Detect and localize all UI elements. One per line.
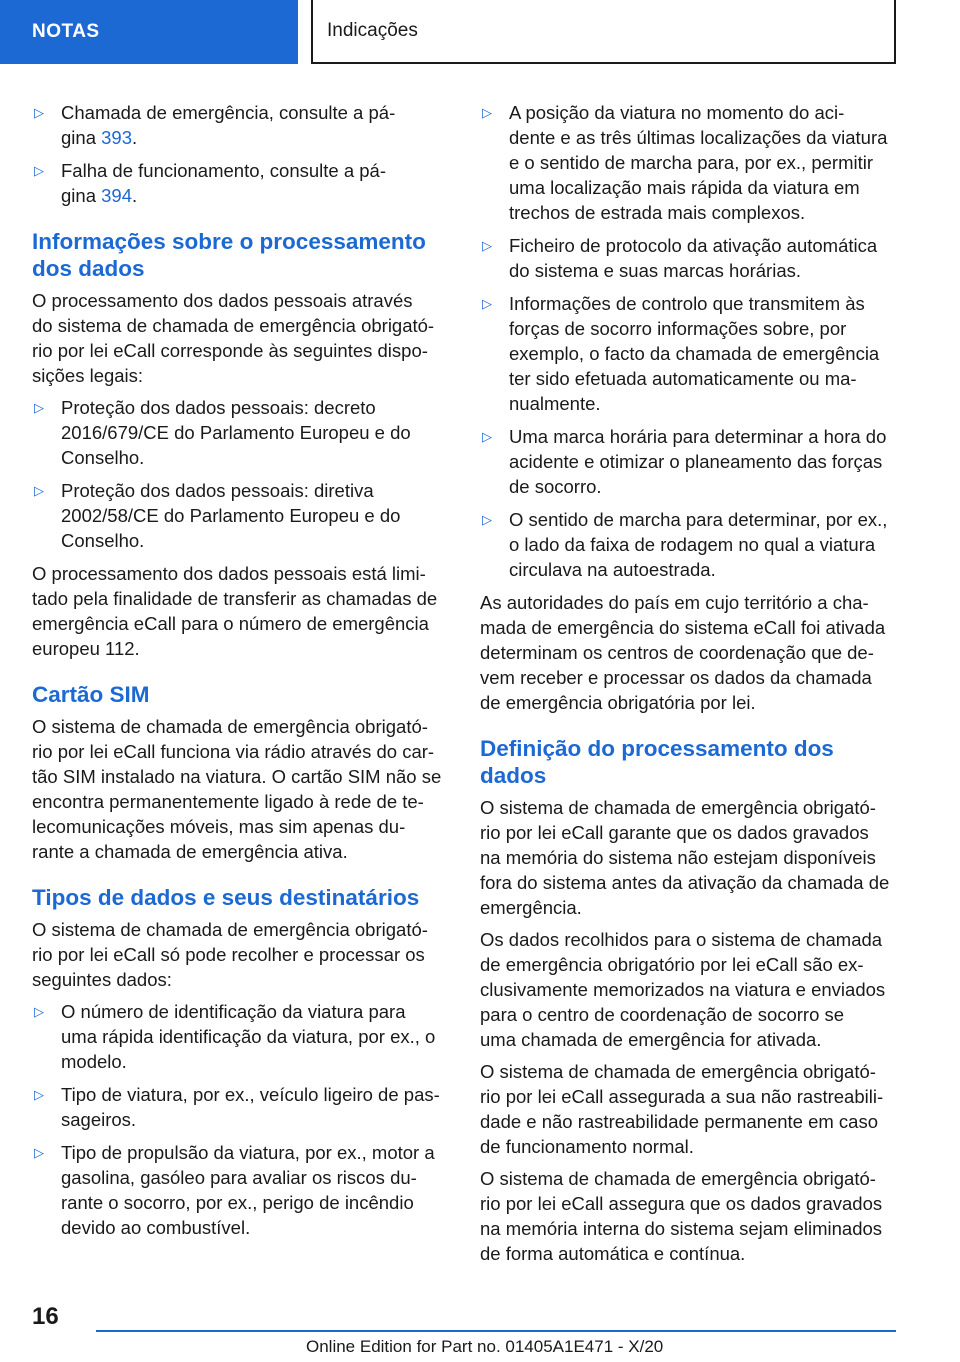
triangle-bullet-icon: ▷ [34,163,44,178]
list-item: ▷ A posição da viatura no momento do aci- dente e as três últimas localizações da viatura e o sentido de marcha para, por ex., permitir uma localização mais rápida da viatura em trechos de estrada mais complexos. [482,102,888,223]
triangle-bullet-icon: ▷ [482,429,492,444]
section-heading-data-processing-info: Informações sobre o processamento dos dados [32,229,426,281]
list-item: ▷ Falha de funcionamento, consulte a pá- gina 394. [34,160,386,206]
section-heading-processing-definition: Definição do processamento dos dados [480,736,834,788]
triangle-bullet-icon: ▷ [34,1145,44,1160]
list-item: ▷ O sentido de marcha para determinar, por ex., o lado da faixa de rodagem no qual a viatura circulava na autoestrada. [482,509,888,580]
list-item: ▷ Tipo de propulsão da viatura, por ex., motor a gasolina, gasóleo para avaliar os riscos du- rante o socorro, por ex., perigo de incêndio devido ao combustível. [34,1142,435,1238]
list-item: ▷ Chamada de emergência, consulte a pá- gina 393. [34,102,396,148]
paragraph: As autoridades do país em cujo território a cha- mada de emergência do sistema eCall foi ativada determinam os centros de coordenação que de- vem receber e processar os dados da chamada de emergência obrigatória por lei. [480,592,886,713]
page-number: 16 [32,1303,59,1330]
triangle-bullet-icon: ▷ [34,400,44,415]
paragraph: O sistema de chamada de emergência obrigató- rio por lei eCall funciona via rádio através do car- tão SIM instalado na viatura. O cartão SIM não se encontra permanentemente ligado à rede de te- lecomunicações móveis, mas sim apenas du- rante a chamada de emergência ativa. [32,716,442,862]
section-heading-sim-card: Cartão SIM [32,682,150,707]
triangle-bullet-icon: ▷ [482,512,492,527]
list-item: ▷ O número de identificação da viatura para uma rápida identificação da viatura, por ex., o modelo. [34,1001,436,1072]
page-link-394[interactable]: 394 [101,185,132,206]
triangle-bullet-icon: ▷ [34,1087,44,1102]
list-item: ▷ Proteção dos dados pessoais: decreto 2016/679/CE do Parlamento Europeu e do Conselho. [34,397,411,468]
paragraph: O sistema de chamada de emergência obrigató- rio por lei eCall assegurada a sua não rastreabili- dade e não rastreabilidade permanente em caso de funcionamento normal. [480,1061,884,1157]
footer-divider [96,1330,896,1332]
list-item: ▷ Ficheiro de protocolo da ativação automática do sistema e suas marcas horárias. [482,235,878,281]
footer-edition: Online Edition for Part no. 01405A1E471 - X/20 [306,1337,664,1356]
list-item: ▷ Uma marca horária para determinar a hora do acidente e otimizar o planeamento das forças de socorro. [482,426,887,497]
triangle-bullet-icon: ▷ [482,296,492,311]
triangle-bullet-icon: ▷ [482,238,492,253]
list-item: ▷ Tipo de viatura, por ex., veículo ligeiro de pas- sageiros. [34,1084,440,1130]
triangle-bullet-icon: ▷ [34,105,44,120]
paragraph: O processamento dos dados pessoais está limi- tado pela finalidade de transferir as chamadas de emergência eCall para o número de emergência europeu 112. [32,563,438,659]
left-column [32,100,450,1248]
section-tab-notas: NOTAS [0,0,298,64]
triangle-bullet-icon: ▷ [34,483,44,498]
paragraph: O processamento dos dados pessoais através do sistema de chamada de emergência obrigató- rio por lei eCall corresponde às seguintes dispo- sições legais: [32,290,435,386]
triangle-bullet-icon: ▷ [482,105,492,120]
paragraph: O sistema de chamada de emergência obrigató- rio por lei eCall garante que os dados gravados na memória do sistema não estejam disponíveis fora do sistema antes da ativação da chamada de emergência. [480,797,890,918]
paragraph: O sistema de chamada de emergência obrigató- rio por lei eCall só pode recolher e processar os seguintes dados: [32,919,428,990]
paragraph: Os dados recolhidos para o sistema de chamada de emergência obrigatório por lei eCall são ex- clusivamente memorizados na viatura e enviados para o centro de coordenação de socorro se uma chamada de emergência for ativada. [480,929,886,1050]
section-heading-data-types: Tipos de dados e seus destinatários [32,885,420,910]
page-link-393[interactable]: 393 [101,127,132,148]
list-item: ▷ Proteção dos dados pessoais: diretiva 2002/58/CE do Parlamento Europeu e do Conselho. [34,480,401,551]
right-column [480,100,898,1273]
triangle-bullet-icon: ▷ [34,1004,44,1019]
paragraph: O sistema de chamada de emergência obrigató- rio por lei eCall assegura que os dados gravados na memória interna do sistema sejam eliminados de forma automática e contínua. [480,1168,883,1264]
list-item: ▷ Informações de controlo que transmitem às forças de socorro informações sobre, por exemplo, o facto da chamada de emergência ter sido efetuada automaticamente ou ma- nualmente. [482,293,880,414]
chapter-title: Indicações [311,0,896,64]
